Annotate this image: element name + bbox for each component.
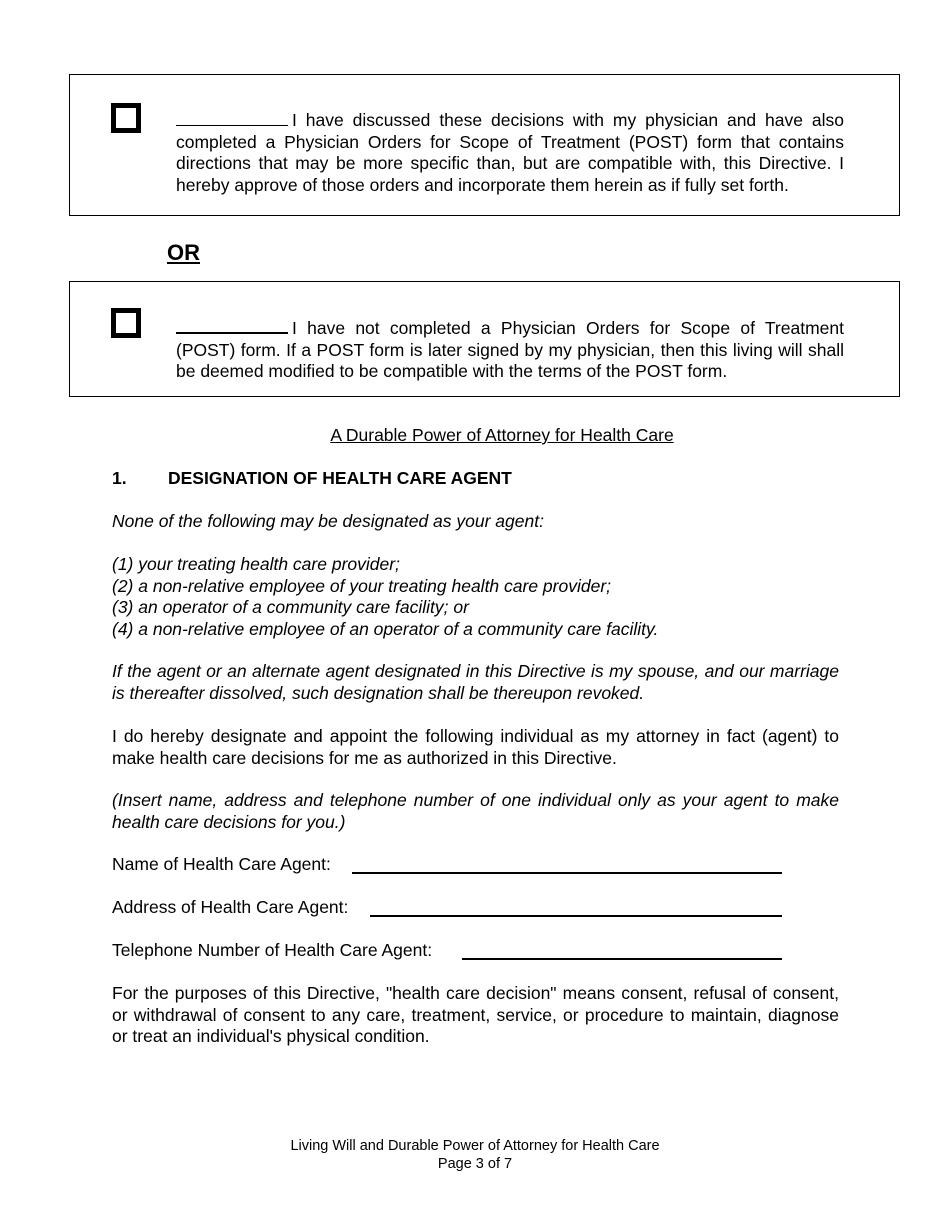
post-completed-checkbox[interactable] bbox=[111, 103, 141, 133]
agent-instruction: (Insert name, address and telephone number of one individual only as your agent to make health care decisions for you.) bbox=[112, 790, 839, 832]
post-completed-option bbox=[176, 110, 844, 196]
post-completed-initial-blank[interactable] bbox=[176, 110, 288, 126]
footer-title: Living Will and Durable Power of Attorney for Health Care bbox=[290, 1138, 660, 1154]
post-completed-text: I have discussed these decisions with my physician and have also completed a Physician Orders for Scope of Treatment (POST) form that contains directions that may be more specific than, but are compatible with, this Directive. I hereby approve of those orders and incorporate them herein as if fully set forth. bbox=[176, 110, 844, 195]
post-not-completed-checkbox[interactable] bbox=[111, 308, 141, 338]
post-not-completed-initial-blank[interactable] bbox=[176, 317, 288, 334]
agent-address-field[interactable] bbox=[370, 915, 782, 917]
heading-number: 1. bbox=[112, 468, 127, 488]
health-care-decision-definition: For the purposes of this Directive, "health care decision" means consent, refusal of consent, or withdrawal of consent to any care, treatment, service, or procedure to maintain, diagnose or treat an individual's physical condition. bbox=[112, 983, 839, 1046]
heading-text: DESIGNATION OF HEALTH CARE AGENT bbox=[168, 468, 512, 488]
appointment-paragraph: I do hereby designate and appoint the following individual as my attorney in fact (agent) to make health care decisions for me as authorized in this Directive. bbox=[112, 726, 839, 768]
post-not-completed-option-box bbox=[69, 281, 900, 397]
agent-phone-field[interactable] bbox=[462, 958, 782, 960]
list-item: (3) an operator of a community care facility; or bbox=[112, 597, 469, 617]
agent-phone-label: Telephone Number of Health Care Agent: bbox=[112, 940, 433, 960]
agent-exclusion-list bbox=[112, 554, 839, 640]
spouse-clause: If the agent or an alternate agent designated in this Directive is my spouse, and our marriage is thereafter dissolved, such designation shall be thereupon revoked. bbox=[112, 661, 839, 703]
agent-name-label: Name of Health Care Agent: bbox=[112, 854, 331, 874]
post-not-completed-option bbox=[176, 317, 844, 383]
list-item: (2) a non-relative employee of your treating health care provider; bbox=[112, 575, 612, 596]
post-not-completed-text: I have not completed a Physician Orders for Scope of Treatment (POST) form. If a POST form is later signed by my physician, then this living will shall be deemed modified to be compatible with the terms of the POST form. bbox=[176, 318, 844, 381]
list-item: (4) a non-relative employee of an operator of a community care facility. bbox=[112, 618, 659, 639]
section-title: A Durable Power of Attorney for Health Care bbox=[330, 425, 674, 445]
footer-page-number: Page 3 of 7 bbox=[437, 1156, 513, 1172]
or-label: OR bbox=[167, 240, 200, 265]
agent-address-label: Address of Health Care Agent: bbox=[112, 897, 349, 917]
agent-name-field[interactable] bbox=[352, 872, 782, 874]
post-completed-option-box bbox=[69, 74, 900, 216]
list-item: (1) your treating health care provider; bbox=[112, 554, 400, 574]
agent-exclusion-intro: None of the following may be designated as your agent: bbox=[112, 511, 544, 531]
